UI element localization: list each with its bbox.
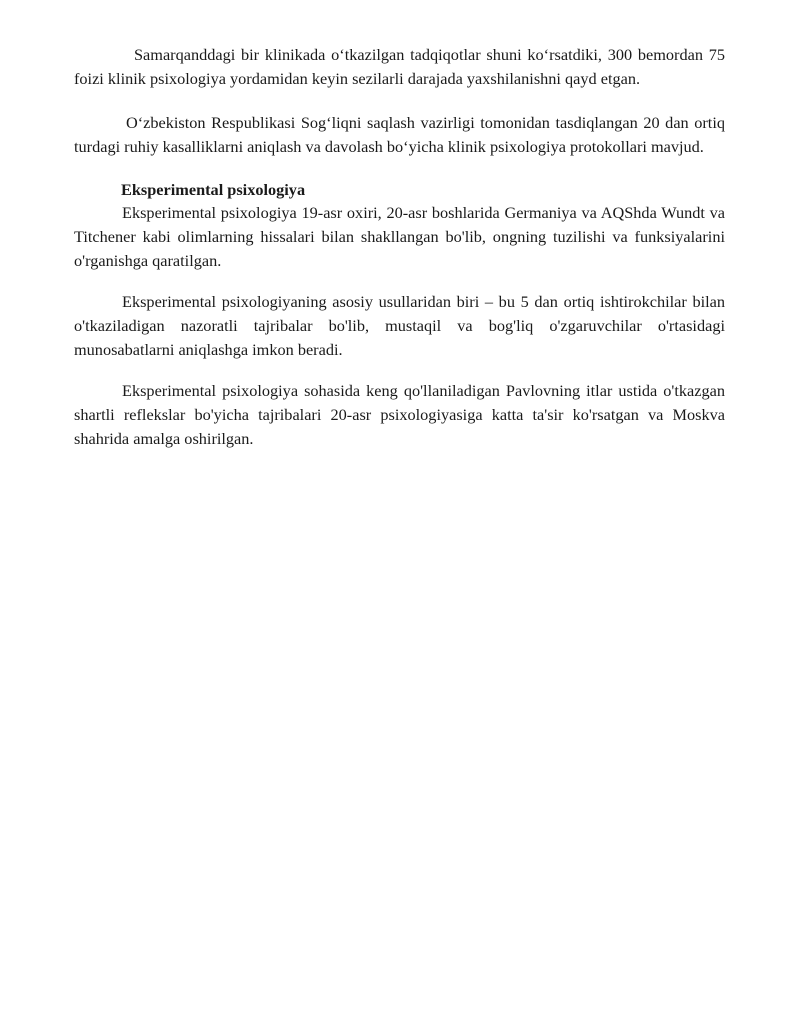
paragraph-spacer: [74, 362, 725, 379]
section-heading: Eksperimental psixologiya: [121, 180, 306, 199]
paragraph-spacer: [74, 273, 725, 290]
paragraph-ministry-protocols: O‘zbekiston Respublikasi Sog‘liqni saqlash vazirligi tomonidan tasdiqlangan 20 dan ortiq turdagi ruhiy kasalliklarni aniqlash va davolash bo‘yicha klinik psixologiya protokollari mavjud.: [74, 113, 725, 156]
paragraph-history: Eksperimental psixologiya 19-asr oxiri, 20-asr boshlarida Germaniya va AQShda Wundt va Titchener kabi olimlarning hissalari bilan shakllangan bo'lib, ongning tuzilishi va funksiyalarini o'rganishga qaratilgan.: [74, 203, 725, 270]
paragraph-pavlov: Eksperimental psixologiya sohasida keng qo'llaniladigan Pavlovning itlar ustida o'tkazgan shartli reflekslar bo'yicha tajribalari 20-asr psixologiyasiga katta ta'sir ko'rsatgan va Moskva shahrida amalga oshirilgan.: [74, 381, 725, 448]
paragraph-clinic-study: Samarqanddagi bir klinikada o‘tkazilgan tadqiqotlar shuni ko‘rsatdiki, 300 bemordan 75 foizi klinik psixologiya yordamidan keyin sezilarli darajada yaxshilanishni qayd etgan.: [74, 45, 725, 88]
document-body: [74, 43, 725, 451]
section-spacer: [74, 159, 725, 179]
paragraph-spacer: [74, 91, 725, 111]
paragraph-methods: Eksperimental psixologiyaning asosiy usullaridan biri – bu 5 dan ortiq ishtirokchilar bilan o'tkaziladigan nazoratli tajribalar bo'lib, mustaqil va bog'liq o'zgaruvchilar o'rtasidagi munosabatlarni aniqlashga imkon beradi.: [74, 292, 725, 359]
